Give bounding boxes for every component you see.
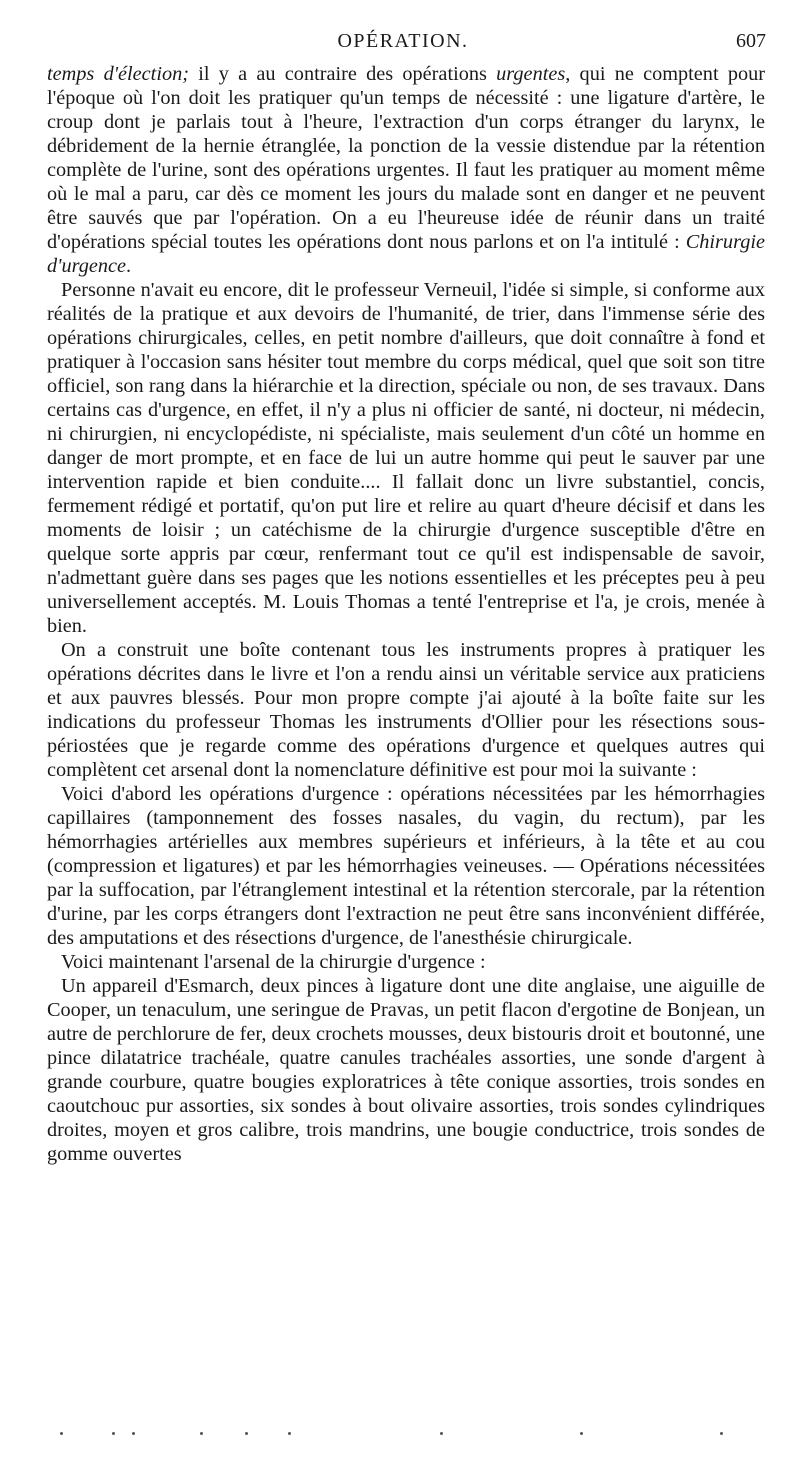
paragraph-6: Un appareil d'Esmarch, deux pinces à ligature dont une dite anglaise, une aiguille de Cooper, un tenaculum, une seringue de Pravas, un petit flacon d'ergotine de Bonjean, un autre de perchlorure de fer, deux crochets mousses, deux bistouris droit et boutonné, une pince dilatatrice trachéale, quatre canules trachéales assorties, une sonde d'argent à grande courbure, quatre bougies exploratrices à tête conique assorties, trois sondes en caoutchouc pur assorties, six sondes à bout olivaire assorties, trois sondes cylindriques droites, moyen et gros calibre, trois mandrins, une bougie conductrice, trois sondes de gomme ouvertes	[47, 975, 765, 1165]
paragraph-1-text-c: .	[126, 255, 132, 277]
scan-speck	[112, 1432, 115, 1435]
scan-speck	[60, 1432, 63, 1435]
paragraph-1-text-b: , qui ne comptent pour l'époque où l'on doit les pratiquer qu'un temps de nécessité : une ligature d'artère, le croup dont je parlais tout à l'heure, l'extraction d'un corps étranger du larynx, le débridement de la hernie étranglée, la ponction de la vessie distendue par la rétention complète de l'urine, sont des opérations urgentes. Il faut les pratiquer au moment même où le mal a paru, car dès ce moment les jours du malade sont en danger et ne peuvent être sauvés que par l'opération. On a eu l'heureuse idée de réunir dans un traité d'opérations spécial toutes les opérations dont nous parlons et on l'a intitulé :	[47, 63, 766, 253]
paragraph-1-lead-italic: temps d'élection;	[47, 63, 189, 85]
running-title: OPÉRATION.	[337, 30, 469, 52]
paragraph-3: On a construit une boîte contenant tous les instruments propres à pratiquer les opérations décrites dans le livre et l'on a rendu ainsi un véritable service aux praticiens et aux pauvres blessés. Pour mon propre compte j'ai ajouté à la boîte faite sur les indications du professeur Thomas les instruments d'Ollier pour les résections sous-périostées que je regarde comme des opérations d'urgence et quelques autres qui complètent cet arsenal dont la nomenclature définitive est pour moi la suivante :	[47, 639, 765, 781]
paragraph-2: Personne n'avait eu encore, dit le professeur Verneuil, l'idée si simple, si conforme aux réalités de la pratique et aux devoirs de l'humanité, de trier, dans l'immense série des opérations chirurgicales, celles, en petit nombre d'ailleurs, que doit connaître à fond et pratiquer à l'occasion sans hésiter tout membre du corps médical, quel que soit son titre officiel, son rang dans la hiérarchie et la direction, spéciale ou non, de ses travaux. Dans certains cas d'urgence, en effet, il n'y a plus ni officier de santé, ni docteur, ni médecin, ni chirurgien, ni encyclopédiste, ni spécialiste, mais seulement d'un côté un homme en danger de mort prompte, et en face de lui un autre homme qui peut le sauver par une intervention rapide et bien conduite.... Il fallait donc un livre substantiel, concis, fermement rédigé et portatif, qu'on put lire et relire au quart d'heure décisif et dans les moments de loisir ; un catéchisme de la chirurgie d'urgence susceptible d'être en quelque sorte appris par cœur, renfermant tout ce qu'il est indispensable de savoir, n'admettant guère dans ses pages que les notions essentielles et les préceptes peu à peu universellement acceptés. M. Louis Thomas a tenté l'entreprise et l'a, je crois, menée à bien.	[47, 279, 765, 637]
page-number: 607	[736, 30, 766, 52]
paragraph-1	[47, 62, 765, 278]
scan-speck	[288, 1432, 291, 1435]
scan-speck	[440, 1432, 443, 1435]
scan-speck	[245, 1432, 248, 1435]
scan-speck	[720, 1432, 723, 1435]
scan-speck	[200, 1432, 203, 1435]
scan-speck	[132, 1432, 135, 1435]
paragraph-1-italic-title: Chirurgie d'urgence	[47, 231, 765, 277]
scan-specks	[60, 1432, 740, 1440]
paragraph-5: Voici maintenant l'arsenal de la chirurgie d'urgence :	[61, 951, 486, 973]
page-header	[40, 30, 766, 56]
scan-speck	[580, 1432, 583, 1435]
paragraph-4: Voici d'abord les opérations d'urgence : opérations nécessitées par les hémorrhagies capillaires (tamponnement des fosses nasales, du vagin, du rectum), par les hémorrhagies artérielles aux membres supérieurs et inférieurs, à la tête et au cou (compression et ligatures) et par les hémorrhagies veineuses. — Opérations nécessitées par la suffocation, par l'étranglement intestinal et la rétention stercorale, par la rétention d'urine, par les corps étrangers dont l'extraction ne peut être sans inconvénient différée, des amputations et des résections d'urgence, de l'anesthésie chirurgicale.	[47, 783, 765, 949]
paragraph-1-italic-urgentes: urgentes	[496, 63, 566, 85]
body-text	[47, 62, 765, 1166]
paragraph-1-text-a: il y a au contraire des opérations	[189, 63, 497, 85]
